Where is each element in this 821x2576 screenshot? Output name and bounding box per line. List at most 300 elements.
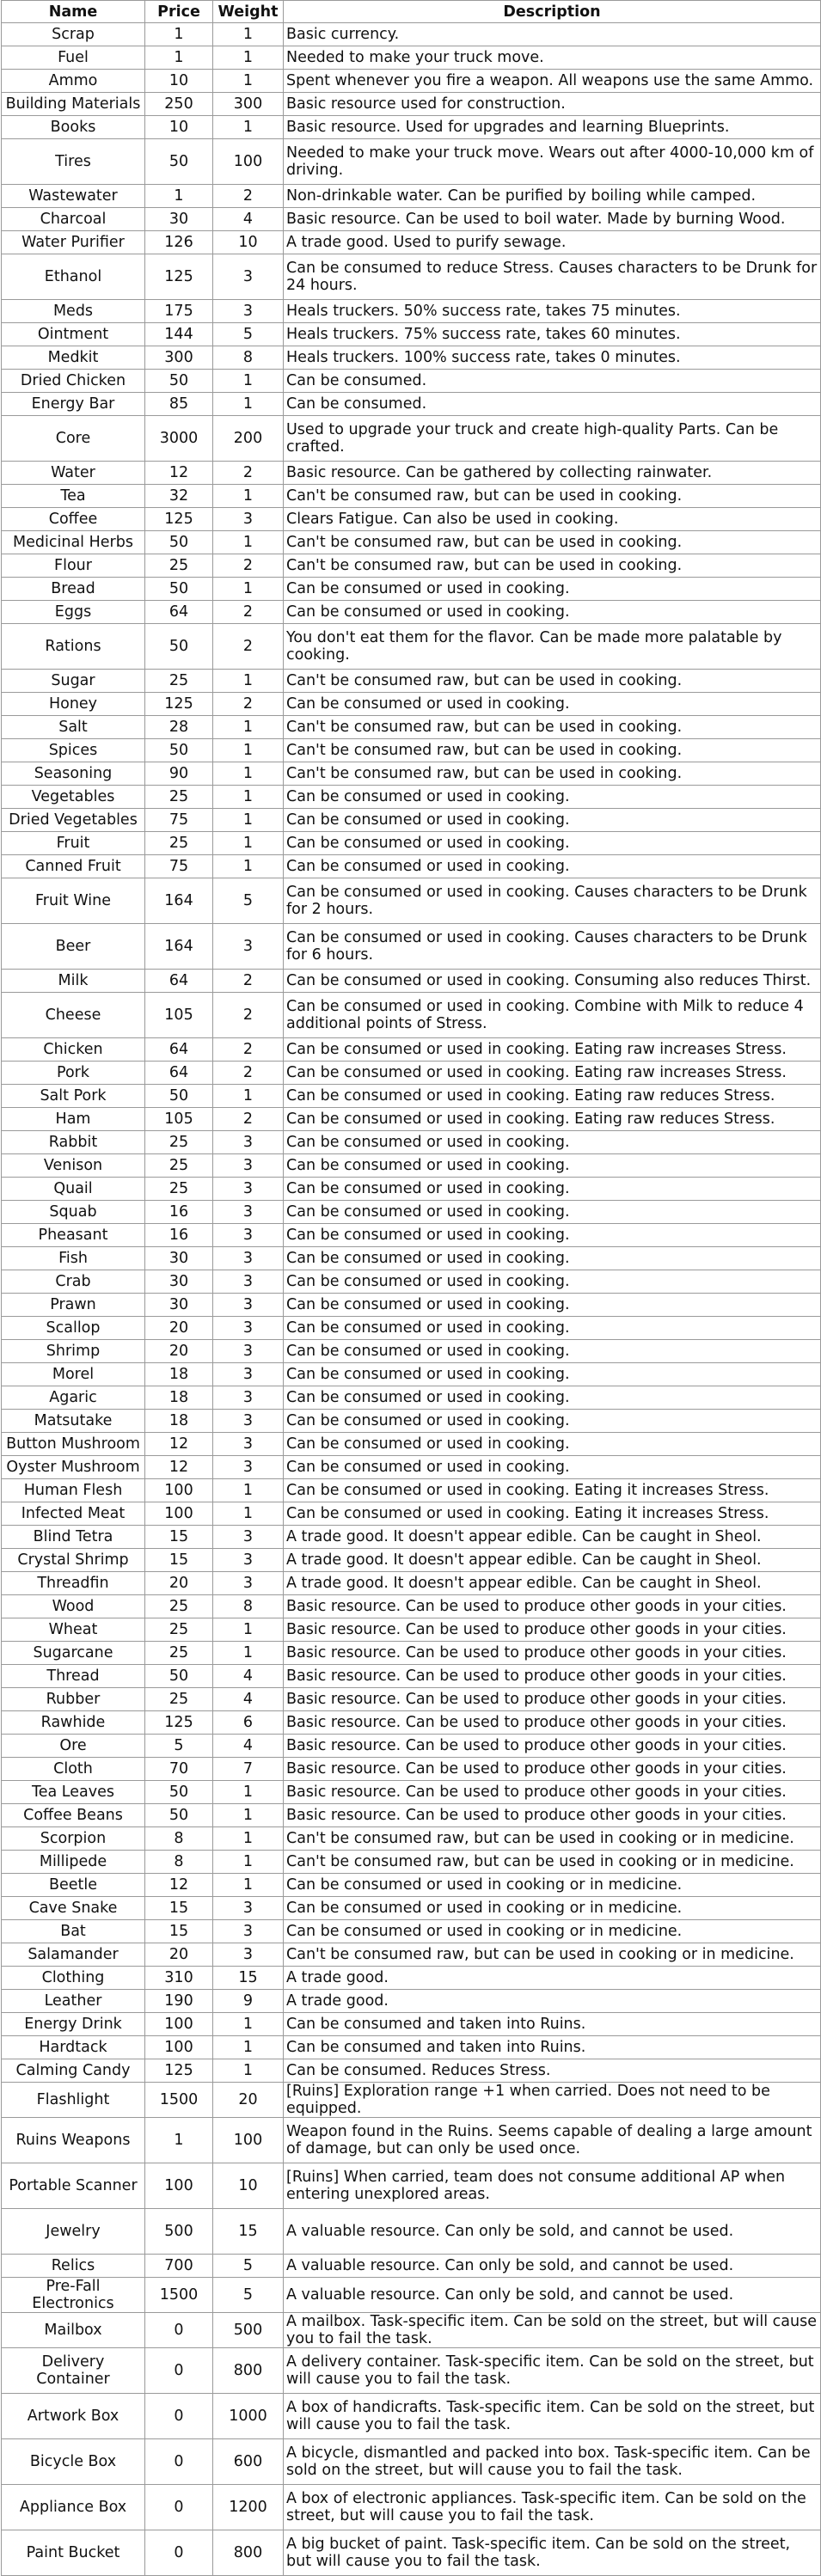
table-row — [2, 601, 821, 624]
item-name: Wood — [2, 1595, 145, 1618]
item-name: Button Mushroom — [2, 1433, 145, 1456]
table-row — [2, 1456, 821, 1479]
item-name: Bread — [2, 578, 145, 601]
table-row — [2, 739, 821, 762]
table-row — [2, 1920, 821, 1943]
item-description: Can be consumed or used in cooking. Eating it increases Stress. — [284, 1502, 821, 1526]
item-name: Books — [2, 116, 145, 139]
item-name: Venison — [2, 1154, 145, 1178]
table-row — [2, 1433, 821, 1456]
item-price: 50 — [145, 1085, 213, 1108]
item-price: 100 — [145, 2036, 213, 2059]
item-name: Chicken — [2, 1038, 145, 1062]
item-description: Can't be consumed raw, but can be used in cooking or in medicine. — [284, 1851, 821, 1874]
table-row — [2, 1874, 821, 1897]
item-price: 25 — [145, 1131, 213, 1154]
item-price: 12 — [145, 1456, 213, 1479]
item-weight: 300 — [213, 93, 284, 116]
item-name: Flour — [2, 554, 145, 578]
item-name: Beer — [2, 924, 145, 970]
item-weight: 1 — [213, 578, 284, 601]
item-name: Medicinal Herbs — [2, 531, 145, 554]
item-price: 30 — [145, 1294, 213, 1317]
item-price: 25 — [145, 1688, 213, 1711]
item-price: 164 — [145, 878, 213, 924]
item-weight: 6 — [213, 1711, 284, 1735]
item-weight: 1 — [213, 531, 284, 554]
item-name: Appliance Box — [2, 2485, 145, 2530]
item-price: 15 — [145, 1897, 213, 1920]
table-row — [2, 1990, 821, 2013]
item-price: 50 — [145, 1804, 213, 1827]
table-row — [2, 254, 821, 300]
item-description: Can be consumed or used in cooking. — [284, 1294, 821, 1317]
table-row — [2, 46, 821, 70]
item-description: You don't eat them for the flavor. Can be made more palatable by cooking. — [284, 624, 821, 670]
table-row — [2, 485, 821, 508]
table-row — [2, 2083, 821, 2118]
item-weight: 3 — [213, 1131, 284, 1154]
item-weight: 1 — [213, 786, 284, 809]
item-weight: 5 — [213, 2278, 284, 2313]
table-row — [2, 1665, 821, 1688]
item-name: Clothing — [2, 1967, 145, 1990]
item-description: Can be consumed or used in cooking. — [284, 1270, 821, 1294]
item-description: Basic resource. Can be used to produce other goods in your cities. — [284, 1758, 821, 1781]
item-name: Beetle — [2, 1874, 145, 1897]
item-name: Energy Bar — [2, 393, 145, 416]
item-description: A trade good. — [284, 1990, 821, 2013]
item-weight: 8 — [213, 1595, 284, 1618]
description-column-header: Description — [284, 1, 821, 23]
item-name: Fruit — [2, 832, 145, 855]
item-description: A delivery container. Task-specific item. Can be sold on the street, but will cause you to fail the task. — [284, 2348, 821, 2394]
item-weight: 3 — [213, 1920, 284, 1943]
item-price: 144 — [145, 323, 213, 346]
item-name: Fish — [2, 1247, 145, 1270]
item-description: A mailbox. Task-specific item. Can be sold on the street, but will cause you to fail the task. — [284, 2313, 821, 2348]
item-description: A trade good. It doesn't appear edible. Can be caught in Sheol. — [284, 1549, 821, 1572]
item-weight: 500 — [213, 2313, 284, 2348]
item-weight: 5 — [213, 323, 284, 346]
table-row — [2, 370, 821, 393]
item-description: Basic currency. — [284, 23, 821, 46]
item-name: Bat — [2, 1920, 145, 1943]
table-row — [2, 1294, 821, 1317]
table-row — [2, 23, 821, 46]
item-description: Can't be consumed raw, but can be used in cooking. — [284, 554, 821, 578]
table-row — [2, 762, 821, 786]
item-description: Basic resource. Used for upgrades and learning Blueprints. — [284, 116, 821, 139]
item-price: 18 — [145, 1410, 213, 1433]
item-name: Fruit Wine — [2, 878, 145, 924]
item-weight: 1 — [213, 1479, 284, 1502]
item-name: Delivery Container — [2, 2348, 145, 2394]
item-weight: 1 — [213, 1085, 284, 1108]
item-price: 1 — [145, 46, 213, 70]
item-name: Eggs — [2, 601, 145, 624]
item-description: Can't be consumed raw, but can be used in cooking or in medicine. — [284, 1827, 821, 1851]
item-price: 1500 — [145, 2083, 213, 2118]
item-description: Can be consumed or used in cooking. — [284, 1178, 821, 1201]
item-weight: 3 — [213, 1410, 284, 1433]
table-row — [2, 1479, 821, 1502]
item-weight: 1 — [213, 1618, 284, 1642]
item-name: Calming Candy — [2, 2059, 145, 2083]
item-description: Basic resource. Can be used to produce other goods in your cities. — [284, 1804, 821, 1827]
table-row — [2, 346, 821, 370]
item-price: 5 — [145, 1735, 213, 1758]
item-price: 250 — [145, 93, 213, 116]
item-description: Basic resource. Can be used to produce other goods in your cities. — [284, 1711, 821, 1735]
item-name: Building Materials — [2, 93, 145, 116]
table-row — [2, 1618, 821, 1642]
table-row — [2, 693, 821, 716]
item-price: 50 — [145, 370, 213, 393]
item-weight: 3 — [213, 1433, 284, 1456]
item-weight: 3 — [213, 1247, 284, 1270]
item-name: Charcoal — [2, 208, 145, 231]
item-name: Rabbit — [2, 1131, 145, 1154]
item-price: 15 — [145, 1920, 213, 1943]
item-price: 1500 — [145, 2278, 213, 2313]
item-description: Can be consumed to reduce Stress. Causes characters to be Drunk for 24 hours. — [284, 254, 821, 300]
table-row — [2, 2255, 821, 2278]
table-row — [2, 670, 821, 693]
item-price: 50 — [145, 1781, 213, 1804]
item-description: Weapon found in the Ruins. Seems capable of dealing a large amount of damage, but can only be used once. — [284, 2118, 821, 2163]
item-price: 0 — [145, 2530, 213, 2576]
table-row — [2, 1572, 821, 1595]
item-description: A valuable resource. Can only be sold, and cannot be used. — [284, 2209, 821, 2255]
item-description: A trade good. — [284, 1967, 821, 1990]
item-weight: 3 — [213, 300, 284, 323]
item-name: Milk — [2, 970, 145, 993]
table-row — [2, 1131, 821, 1154]
item-name: Sugarcane — [2, 1642, 145, 1665]
item-description: Basic resource. Can be used to boil water. Made by burning Wood. — [284, 208, 821, 231]
item-description: Can be consumed or used in cooking. — [284, 1433, 821, 1456]
item-weight: 5 — [213, 878, 284, 924]
table-row — [2, 832, 821, 855]
table-row — [2, 508, 821, 531]
item-description: Can be consumed or used in cooking or in medicine. — [284, 1874, 821, 1897]
item-name: Portable Scanner — [2, 2163, 145, 2209]
item-price: 25 — [145, 1642, 213, 1665]
item-price: 25 — [145, 1178, 213, 1201]
item-price: 25 — [145, 554, 213, 578]
table-row — [2, 1317, 821, 1340]
item-description: Basic resource. Can be used to produce other goods in your cities. — [284, 1665, 821, 1688]
item-price: 125 — [145, 254, 213, 300]
item-price: 18 — [145, 1386, 213, 1410]
item-name: Rubber — [2, 1688, 145, 1711]
item-weight: 600 — [213, 2439, 284, 2485]
item-price: 50 — [145, 739, 213, 762]
item-description: Can be consumed or used in cooking. — [284, 855, 821, 878]
item-name: Ore — [2, 1735, 145, 1758]
item-name: Leather — [2, 1990, 145, 2013]
table-row — [2, 2394, 821, 2439]
item-description: Can be consumed or used in cooking. Causes characters to be Drunk for 6 hours. — [284, 924, 821, 970]
item-name: Rations — [2, 624, 145, 670]
item-weight: 1 — [213, 762, 284, 786]
weight-column-header: Weight — [213, 1, 284, 23]
item-description: Can be consumed or used in cooking. — [284, 1154, 821, 1178]
item-weight: 1 — [213, 393, 284, 416]
item-price: 300 — [145, 346, 213, 370]
item-weight: 100 — [213, 139, 284, 185]
item-name: Ammo — [2, 70, 145, 93]
table-row — [2, 786, 821, 809]
table-row — [2, 1410, 821, 1433]
item-weight: 1 — [213, 2036, 284, 2059]
table-row — [2, 1108, 821, 1131]
item-name: Dried Vegetables — [2, 809, 145, 832]
item-description: Basic resource. Can be used to produce other goods in your cities. — [284, 1735, 821, 1758]
item-weight: 9 — [213, 1990, 284, 2013]
table-row — [2, 1178, 821, 1201]
table-row — [2, 393, 821, 416]
table-row — [2, 878, 821, 924]
item-weight: 3 — [213, 254, 284, 300]
item-price: 8 — [145, 1851, 213, 1874]
item-weight: 20 — [213, 2083, 284, 2118]
item-name: Crystal Shrimp — [2, 1549, 145, 1572]
item-price: 12 — [145, 462, 213, 485]
item-name: Cave Snake — [2, 1897, 145, 1920]
item-weight: 3 — [213, 1317, 284, 1340]
table-row — [2, 1363, 821, 1386]
item-description: Can't be consumed raw, but can be used in cooking. — [284, 762, 821, 786]
item-weight: 3 — [213, 1386, 284, 1410]
table-row — [2, 1502, 821, 1526]
item-name: Artwork Box — [2, 2394, 145, 2439]
item-weight: 2 — [213, 993, 284, 1038]
table-row — [2, 416, 821, 462]
item-name: Salamander — [2, 1943, 145, 1967]
item-weight: 3 — [213, 1572, 284, 1595]
item-name: Tires — [2, 139, 145, 185]
item-description: Can be consumed or used in cooking. — [284, 693, 821, 716]
table-row — [2, 1897, 821, 1920]
item-price: 100 — [145, 2013, 213, 2036]
table-row — [2, 1247, 821, 1270]
item-weight: 4 — [213, 1688, 284, 1711]
table-row — [2, 1804, 821, 1827]
item-price: 25 — [145, 786, 213, 809]
item-description: Can be consumed and taken into Ruins. — [284, 2036, 821, 2059]
item-name: Fuel — [2, 46, 145, 70]
item-weight: 4 — [213, 1665, 284, 1688]
table-row — [2, 2118, 821, 2163]
item-name: Ointment — [2, 323, 145, 346]
item-weight: 800 — [213, 2348, 284, 2394]
table-row — [2, 1595, 821, 1618]
item-price: 12 — [145, 1433, 213, 1456]
item-description: Used to upgrade your truck and create high-quality Parts. Can be crafted. — [284, 416, 821, 462]
item-weight: 2 — [213, 462, 284, 485]
item-price: 20 — [145, 1340, 213, 1363]
item-description: Heals truckers. 50% success rate, takes 75 minutes. — [284, 300, 821, 323]
item-weight: 1 — [213, 1804, 284, 1827]
table-row — [2, 300, 821, 323]
item-price: 70 — [145, 1758, 213, 1781]
item-price: 126 — [145, 231, 213, 254]
item-weight: 4 — [213, 1735, 284, 1758]
item-weight: 1 — [213, 2013, 284, 2036]
item-price: 30 — [145, 1270, 213, 1294]
table-row — [2, 578, 821, 601]
item-description: A box of handicrafts. Task-specific item. Can be sold on the street, but will cause you to fail the task. — [284, 2394, 821, 2439]
item-price: 12 — [145, 1874, 213, 1897]
item-weight: 2 — [213, 624, 284, 670]
table-row — [2, 2059, 821, 2083]
item-price: 164 — [145, 924, 213, 970]
table-row — [2, 116, 821, 139]
table-row — [2, 2485, 821, 2530]
item-name: Vegetables — [2, 786, 145, 809]
item-weight: 1 — [213, 370, 284, 393]
item-price: 64 — [145, 1038, 213, 1062]
item-description: Can't be consumed raw, but can be used in cooking. — [284, 739, 821, 762]
item-weight: 1 — [213, 1642, 284, 1665]
item-description: Can be consumed or used in cooking. — [284, 1131, 821, 1154]
item-name: Paint Bucket — [2, 2530, 145, 2576]
item-description: Non-drinkable water. Can be purified by boiling while camped. — [284, 185, 821, 208]
item-price: 125 — [145, 693, 213, 716]
item-price: 10 — [145, 116, 213, 139]
item-description: A trade good. Used to purify sewage. — [284, 231, 821, 254]
item-description: Can be consumed or used in cooking or in medicine. — [284, 1920, 821, 1943]
item-weight: 3 — [213, 1549, 284, 1572]
table-row — [2, 1711, 821, 1735]
item-price: 125 — [145, 2059, 213, 2083]
item-price: 64 — [145, 970, 213, 993]
item-price: 100 — [145, 1479, 213, 1502]
table-row — [2, 1851, 821, 1874]
item-price: 16 — [145, 1224, 213, 1247]
item-weight: 7 — [213, 1758, 284, 1781]
item-name: Hardtack — [2, 2036, 145, 2059]
item-price: 28 — [145, 716, 213, 739]
price-column-header: Price — [145, 1, 213, 23]
table-row — [2, 185, 821, 208]
item-name: Core — [2, 416, 145, 462]
item-name: Salt Pork — [2, 1085, 145, 1108]
item-description: A box of electronic appliances. Task-specific item. Can be sold on the street, but will cause you to fail the task. — [284, 2485, 821, 2530]
item-name: Tea — [2, 485, 145, 508]
item-description: Can be consumed or used in cooking or in medicine. — [284, 1897, 821, 1920]
item-weight: 1 — [213, 1827, 284, 1851]
item-description: Heals truckers. 75% success rate, takes 60 minutes. — [284, 323, 821, 346]
item-price: 20 — [145, 1943, 213, 1967]
table-row — [2, 139, 821, 185]
item-name: Ruins Weapons — [2, 2118, 145, 2163]
item-weight: 1 — [213, 1781, 284, 1804]
item-weight: 1 — [213, 1851, 284, 1874]
table-row — [2, 1967, 821, 1990]
item-weight: 1 — [213, 670, 284, 693]
item-price: 16 — [145, 1201, 213, 1224]
item-weight: 3 — [213, 1154, 284, 1178]
table-row — [2, 2348, 821, 2394]
item-description: Needed to make your truck move. — [284, 46, 821, 70]
item-name: Millipede — [2, 1851, 145, 1874]
item-name: Squab — [2, 1201, 145, 1224]
item-name: Cloth — [2, 1758, 145, 1781]
table-row — [2, 554, 821, 578]
table-row — [2, 1154, 821, 1178]
item-name: Shrimp — [2, 1340, 145, 1363]
table-row — [2, 1781, 821, 1804]
item-price: 700 — [145, 2255, 213, 2278]
item-weight: 15 — [213, 1967, 284, 1990]
item-description: Can be consumed or used in cooking. — [284, 1201, 821, 1224]
table-row — [2, 70, 821, 93]
table-row — [2, 93, 821, 116]
item-price: 125 — [145, 508, 213, 531]
table-row — [2, 1062, 821, 1085]
item-weight: 4 — [213, 208, 284, 231]
item-name: Pheasant — [2, 1224, 145, 1247]
item-price: 50 — [145, 139, 213, 185]
item-weight: 3 — [213, 1340, 284, 1363]
item-price: 105 — [145, 1108, 213, 1131]
item-name: Meds — [2, 300, 145, 323]
item-description: Can be consumed or used in cooking. — [284, 1456, 821, 1479]
item-name: Canned Fruit — [2, 855, 145, 878]
table-row — [2, 2209, 821, 2255]
item-name: Threadfin — [2, 1572, 145, 1595]
item-description: [Ruins] Exploration range +1 when carried. Does not need to be equipped. — [284, 2083, 821, 2118]
item-name: Oyster Mushroom — [2, 1456, 145, 1479]
item-price: 1 — [145, 23, 213, 46]
item-description: Basic resource. Can be gathered by collecting rainwater. — [284, 462, 821, 485]
item-weight: 3 — [213, 1363, 284, 1386]
item-price: 310 — [145, 1967, 213, 1990]
item-description: Can't be consumed raw, but can be used in cooking or in medicine. — [284, 1943, 821, 1967]
item-description: Can be consumed or used in cooking. Combine with Milk to reduce 4 additional points of Stress. — [284, 993, 821, 1038]
item-weight: 100 — [213, 2118, 284, 2163]
table-row — [2, 2439, 821, 2485]
item-price: 125 — [145, 1711, 213, 1735]
item-description: Can be consumed or used in cooking. — [284, 1247, 821, 1270]
item-name: Spices — [2, 739, 145, 762]
table-row — [2, 1526, 821, 1549]
item-description: Basic resource. Can be used to produce other goods in your cities. — [284, 1781, 821, 1804]
item-description: A trade good. It doesn't appear edible. Can be caught in Sheol. — [284, 1526, 821, 1549]
item-weight: 2 — [213, 554, 284, 578]
table-row — [2, 208, 821, 231]
item-price: 20 — [145, 1572, 213, 1595]
item-description: A trade good. It doesn't appear edible. Can be caught in Sheol. — [284, 1572, 821, 1595]
item-name: Sugar — [2, 670, 145, 693]
item-price: 0 — [145, 2348, 213, 2394]
item-weight: 2 — [213, 601, 284, 624]
item-name: Thread — [2, 1665, 145, 1688]
item-name: Mailbox — [2, 2313, 145, 2348]
table-row — [2, 531, 821, 554]
item-name: Jewelry — [2, 2209, 145, 2255]
item-name: Flashlight — [2, 2083, 145, 2118]
item-description: Can't be consumed raw, but can be used in cooking. — [284, 485, 821, 508]
item-description: Can't be consumed raw, but can be used in cooking. — [284, 531, 821, 554]
item-description: Basic resource. Can be used to produce other goods in your cities. — [284, 1595, 821, 1618]
item-name: Water Purifier — [2, 231, 145, 254]
item-name: Bicycle Box — [2, 2439, 145, 2485]
item-name: Blind Tetra — [2, 1526, 145, 1549]
